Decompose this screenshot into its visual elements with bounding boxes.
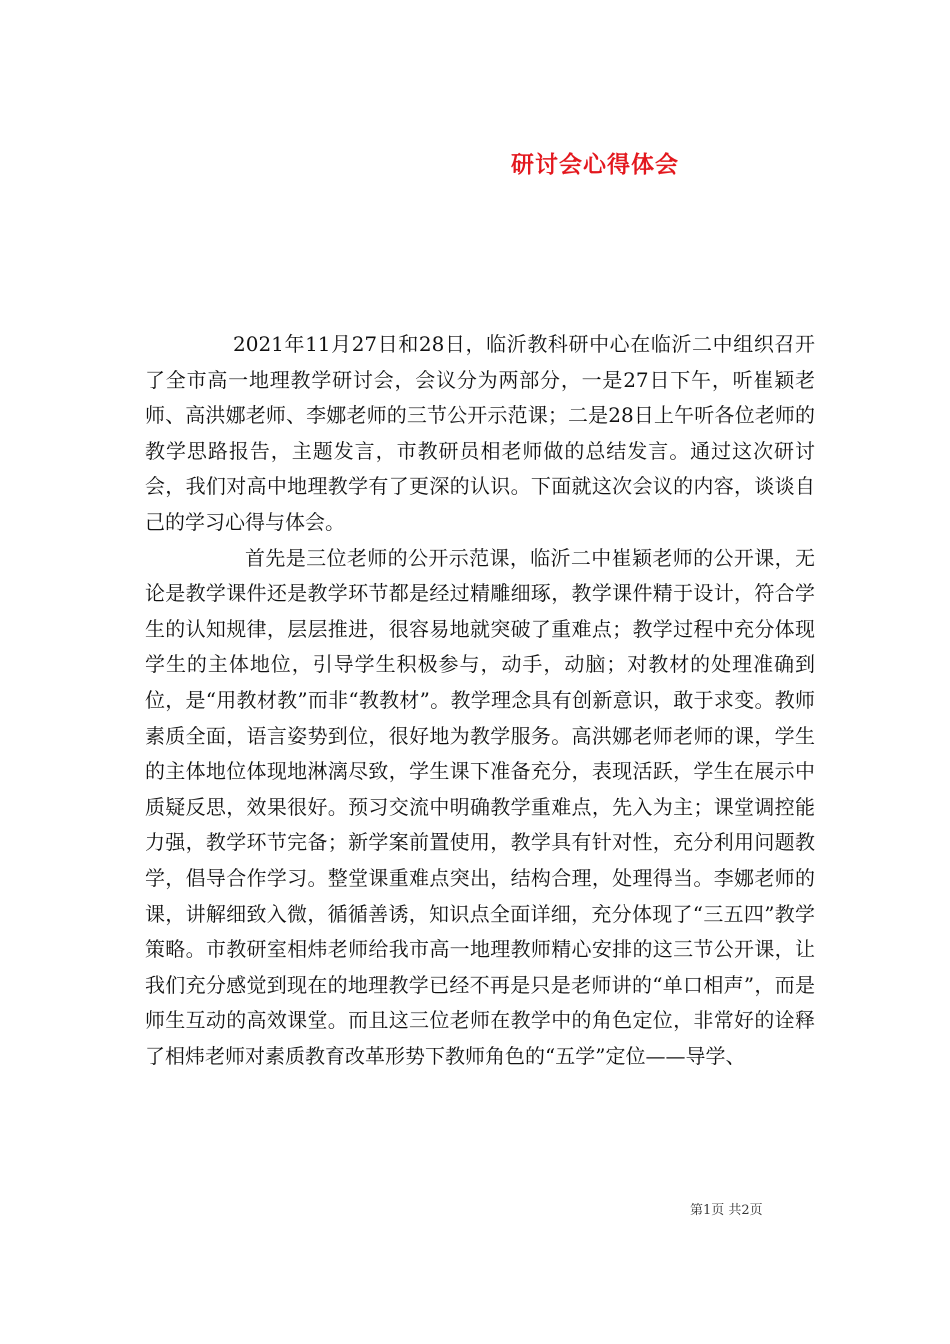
paragraph-intro: 2021年11月27日和28日，临沂教科研中心在临沂二中组织召开了全市高一地理教学研讨会，会议分为两部分，一是27日下午，听崔颖老师、高洪娜老师、李娜老师的三节公开示范课；二是28日上午听各位老师的教学思路报告，主题发言，市教研员相老师做的总结发言。通过这次研讨会，我们对高中地理教学有了更深的认识。下面就这次会议的内容，谈谈自己的学习心得与体会。 [145,332,815,534]
document-title: 研讨会心得体会 [511,151,679,179]
paragraph-lessons: 首先是三位老师的公开示范课，临沂二中崔颖老师的公开课，无论是教学课件还是教学环节都是经过精雕细琢，教学课件精于设计，符合学生的认知规律，层层推进，很容易地就突破了重难点；教学过程中充分体现学生的主体地位，引导学生积极参与，动手，动脑；对教材的处理准确到位，是“用教材教”而非“教教材”。教学理念具有创新意识，敢于求变。教师素质全面，语言姿势到位，很好地为教学服务。高洪娜老师老师的课，学生的主体地位体现地淋漓尽致，学生课下准备充分，表现活跃，学生在展示中质疑反思，效果很好。预习交流中明确教学重难点，先入为主；课堂调控能力强，教学环节完备；新学案前置使用，教学具有针对性，充分利用问题教学，倡导合作学习。整堂课重难点突出，结构合理，处理得当。李娜老师的课，讲解细致入微，循循善诱，知识点全面详细，充分体现了“三五四”教学策略。市教研室相炜老师给我市高一地理教师精心安排的这三节公开课，让我们充分感觉到现在的地理教学已经不再是只是老师讲的“单口相声”，而是师生互动的高效课堂。而且这三位老师在教学中的角色定位，非常好的诠释了相炜老师对素质教育改革形势下教师角色的“五学”定位——导学、 [145,545,815,1068]
document-body [145,327,815,1074]
page-number: 第1页 共2页 [690,1203,763,1218]
